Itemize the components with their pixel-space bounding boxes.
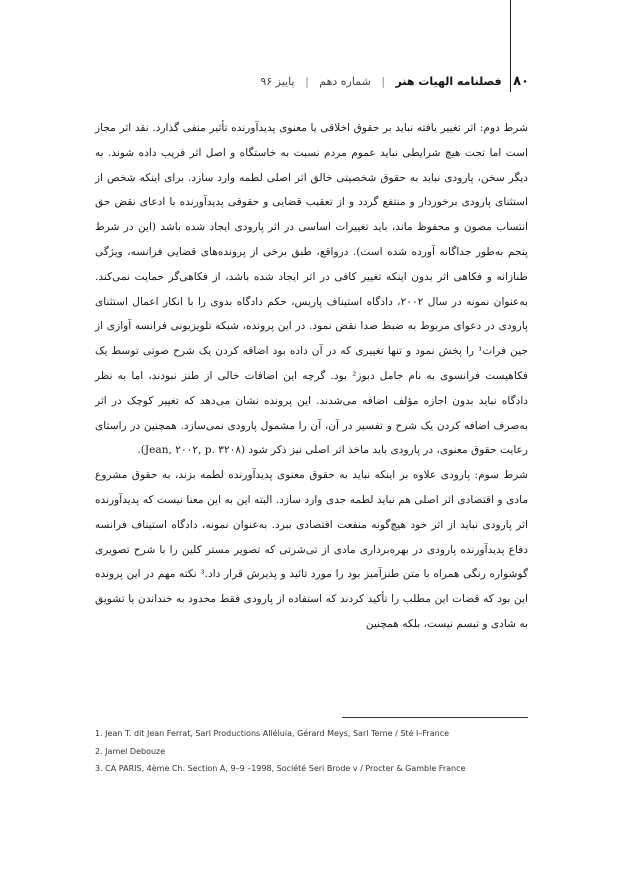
page-number: ۸۰ xyxy=(513,74,529,89)
footnotes xyxy=(95,725,528,778)
footnote-1: 1. Jean T. dit Jean Ferrat, Sarl Productions Alléluia, Gérard Meys, Sarl Terne / Sté I–France xyxy=(95,729,450,738)
paragraph-condition-two: شرط دوم: اثر تغییر یافته نباید بر حقوق اخلاقی یا معنوی پدیدآورنده تأثیر منفی گذارد. نقد اثر مجاز است اما تحت هیچ شرایطی نباید عموم مردم نسبت به خاستگاه و اصل اثر فریب داده شوند. به دیگر سخن، پارودی نباید به حقوق شخصیتی خالق اثر اصلی لطمه وارد سازد. برای اینکه شخص از استثنای پارودی برخوردار و منتفع گردد و از تعقیب قضایی و حقوقی پدیدآورنده با ادعای نقض حق انتساب مصون و محفوظ ماند، باید تغییرات اساسی در اثر پارودی ایجاد شده باشد (این در شرط پنجم به‌طور جداگانه آورده شده است). درواقع، طبق برخی از پرونده‌های قضایی فرانسه، ویژگی طنازانه و فکاهی اثر بدون اینکه تغییر کافی در اثر ایجاد شده باشد، از فکاهی‌گر حمایت نمی‌کند. به‌عنوان نمونه در سال ۲۰۰۲، دادگاه استیناف پاریس، حکم دادگاه بدوی را با انکار اعمال استثنای پارودی در دعوای مربوط به ضبط صدا نقض نمود. در این پرونده، شبکه تلویزیونی فرانسه آوازی از جین فرات¹ را پخش نمود و تنها تغییری که در آن داده بود اضافه کردن یک شرح صوتی توسط یک فکاهیست فرانسوی به نام جامل دبوز² بود. گرچه این اضافات خالی از طنز نبودند، اما به نظر دادگاه نباید بدون اجازه مؤلف اضافه می‌شدند. این پرونده نشان می‌دهد که تغییر کوچک در اثر به‌صرف اضافه کردن یک شرح و تفسیر در آن، آن را مشمول پارودی نمی‌سازد. همچنین در راستای رعایت حقوق معنوی، در پارودی باید ماخذ اثر اصلی نیز ذکر شود (Jean, ۲۰۰۲, p. ۳۲۰۸). xyxy=(95,122,529,457)
header-separator: | xyxy=(305,75,309,88)
season-label: پاییز ۹۶ xyxy=(260,75,295,88)
issue-label: شماره دهم xyxy=(319,75,371,88)
journal-title: فصلنامه الهیات هنر xyxy=(395,75,502,88)
paragraph-condition-three: شرط سوم: پارودی علاوه بر اینکه نباید به حقوق معنوی پدیدآورنده لطمه بزند، به حقوق مشروع مادی و اقتصادی اثر اصلی هم نباید لطمه جدی وارد سازد. البته این به این معنا نیست که پدیدآورنده اثر پارودی نباید از اثر خود هیچ‌گونه منفعت اقتصادی ببرد. به‌عنوان نمونه، دادگاه استیناف فرانسه دفاع پدیدآورنده پارودی در بهره‌برداری مادی از تی‌شرتی که تصویر مستر کلین را با شرح تصویری گوشواره رنگی همراه با متن طنزآمیز بود را مورد تائید و پذیرش قرار داد.³ نکته مهم در این پرونده این بود که قضات این مطلب را تأکید کردند که استفاده از پارودی فقط محدود به خنداندن یا تشویق به شادی و تبسم نیست، بلکه همچنین xyxy=(95,469,528,630)
footnote-3: 3. CA PARIS, 4ème Ch. Section A, 9–9 –1998, Société Seri Brode v / Procter & Gamble France xyxy=(95,764,466,773)
body-text xyxy=(95,116,528,637)
running-header xyxy=(129,74,529,89)
header-separator: | xyxy=(381,75,386,88)
footnote-rule xyxy=(342,717,528,718)
footnote-2: 2. Jamel Debouze xyxy=(95,746,166,756)
